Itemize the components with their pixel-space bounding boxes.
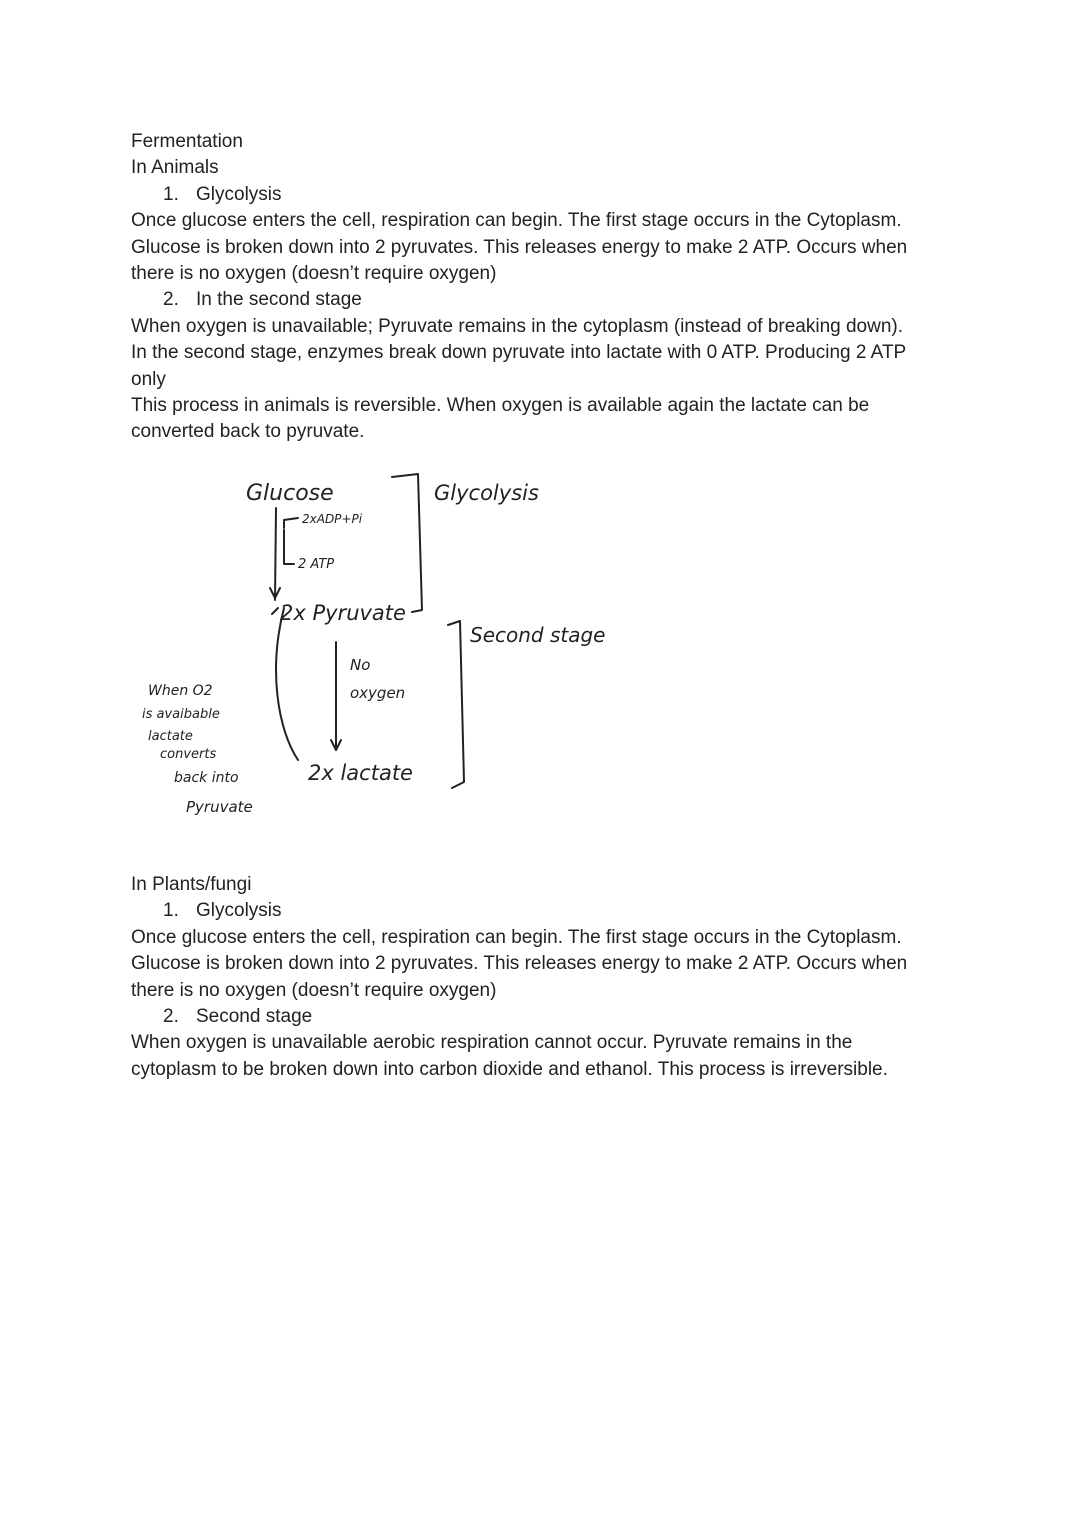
list-number: 1.: [163, 183, 179, 205]
glycolysis-bracket: [392, 474, 422, 612]
glucose-arrow: [275, 508, 276, 600]
paragraph-line: there is no oxygen (doesn’t require oxygen): [131, 979, 497, 1001]
paragraph-line: cytoplasm to be broken down into carbon dioxide and ethanol. This process is irreversible.: [131, 1058, 888, 1080]
section-plants: [131, 872, 961, 1083]
list-item-glycolysis: [131, 182, 961, 208]
glucose-label: Glucose: [246, 481, 334, 506]
paragraph-line: Once glucose enters the cell, respiration can begin. The first stage occurs in the Cytoplasm.: [131, 926, 902, 948]
second-stage-bracket: [448, 621, 464, 788]
section-heading-animals: In Animals: [131, 157, 219, 179]
return-arrow: [276, 608, 298, 760]
oxygen-label: oxygen: [350, 684, 406, 702]
list-item-second-stage: [131, 287, 961, 313]
glycolysis-label: Glycolysis: [434, 481, 539, 505]
list-item-label: In the second stage: [196, 289, 362, 311]
paragraph-line: This process in animals is reversible. When oxygen is available again the lactate can be: [131, 395, 870, 417]
adp-arrow: [284, 518, 298, 528]
no-label: No: [350, 656, 371, 674]
atp-arrow: [284, 530, 294, 564]
section-heading-plants: In Plants/fungi: [131, 874, 252, 895]
paragraph-line: When oxygen is unavailable aerobic respiration cannot occur. Pyruvate remains in the: [131, 1032, 853, 1054]
document-title: Fermentation: [131, 131, 243, 152]
list-item-label: Glycolysis: [196, 183, 282, 205]
handwritten-diagram: [130, 460, 650, 840]
section-animals: [131, 129, 961, 446]
note-line: Pyruvate: [186, 798, 253, 816]
paragraph-line: Glucose is broken down into 2 pyruvates. This releases energy to make 2 ATP. Occurs when: [131, 236, 908, 258]
return-arrow-tip: [272, 608, 278, 614]
note-line: lactate: [148, 729, 193, 744]
lactate-label: 2x lactate: [308, 761, 413, 785]
paragraph-line: When oxygen is unavailable; Pyruvate remains in the cytoplasm (instead of breaking down).: [131, 315, 904, 337]
note-line: back into: [174, 770, 239, 786]
list-number: 1.: [163, 900, 179, 922]
paragraph-line: Once glucose enters the cell, respiration can begin. The first stage occurs in the Cytoplasm.: [131, 210, 902, 232]
diagram-canvas: [130, 460, 650, 840]
list-number: 2.: [163, 1006, 179, 1028]
list-item-second-stage: [131, 1004, 961, 1030]
paragraph-line: there is no oxygen (doesn’t require oxygen): [131, 263, 497, 285]
pyruvate-label: 2x Pyruvate: [280, 601, 406, 625]
list-item-label: Glycolysis: [196, 900, 282, 922]
paragraph-line: converted back to pyruvate.: [131, 421, 365, 443]
atp-label: 2 ATP: [298, 557, 335, 572]
paragraph-line: Glucose is broken down into 2 pyruvates. This releases energy to make 2 ATP. Occurs when: [131, 953, 908, 975]
list-item-label: Second stage: [196, 1006, 313, 1028]
list-number: 2.: [163, 289, 179, 311]
note-line: is avaibable: [142, 707, 220, 722]
note-line: When O2: [148, 683, 213, 699]
paragraph-line: In the second stage, enzymes break down pyruvate into lactate with 0 ATP. Producing 2 ATP: [131, 342, 907, 364]
note-line: converts: [160, 747, 217, 762]
paragraph-line: only: [131, 368, 166, 390]
adp-label: 2xADP+Pi: [302, 512, 363, 526]
list-item-glycolysis: [131, 898, 961, 924]
second-stage-label: Second stage: [470, 623, 606, 647]
